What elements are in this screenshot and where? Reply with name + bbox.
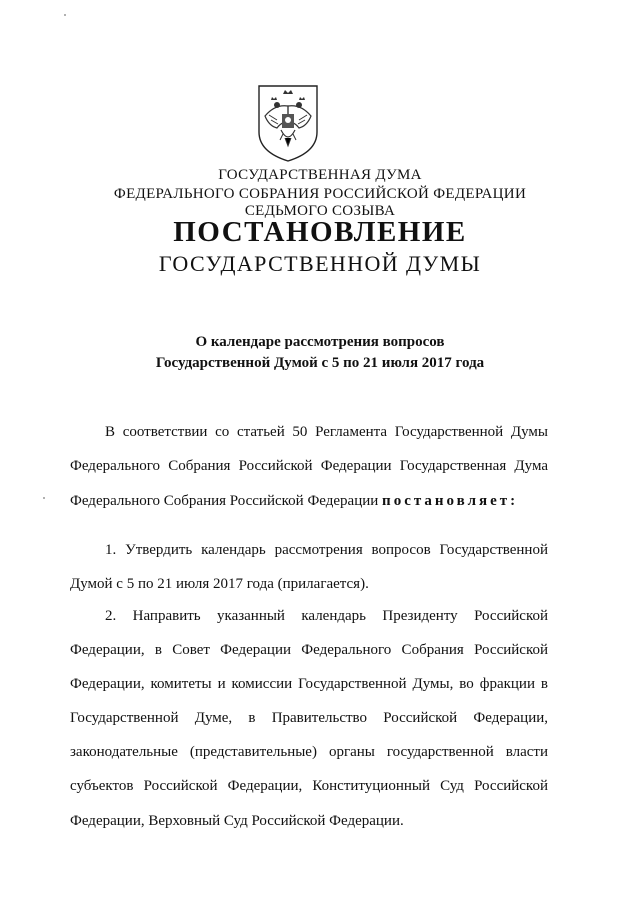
- header-convocation: СЕДЬМОГО СОЗЫВА: [244, 203, 396, 219]
- item-2-line-2: Федерации, в Совет Федерации Федерального Собрания Российской: [70, 642, 548, 658]
- document-title: ПОСТАНОВЛЕНИЕ: [173, 216, 467, 248]
- header-org-line-1: ГОСУДАРСТВЕННАЯ ДУМА: [218, 167, 422, 183]
- item-2-line-5: законодательные (представительные) органы государственной власти: [70, 744, 548, 760]
- coat-of-arms-icon: [255, 82, 321, 164]
- scan-speck: [64, 14, 66, 16]
- scan-speck: [43, 497, 45, 499]
- subject-line-2: Государственной Думой с 5 по 21 июля 2017 года: [155, 355, 485, 371]
- item-1-line-1: 1. Утвердить календарь рассмотрения вопросов Государственной: [105, 542, 548, 558]
- preamble-line-3: [70, 493, 518, 510]
- preamble-line-3-text: Федерального Собрания Российской Федерации: [70, 493, 379, 509]
- item-2-line-6: субъектов Российской Федерации, Конституционный Суд Российской: [70, 778, 548, 794]
- item-2-line-3: Федерации, комитеты и комиссии Государственной Думы, во фракции в: [70, 676, 548, 692]
- header-org-line-2: ФЕДЕРАЛЬНОГО СОБРАНИЯ РОССИЙСКОЙ ФЕДЕРАЦИИ: [113, 186, 527, 202]
- item-1-line-2: Думой с 5 по 21 июля 2017 года (прилагается).: [70, 576, 369, 592]
- document-subtitle: ГОСУДАРСТВЕННОЙ ДУМЫ: [158, 251, 482, 276]
- resolves-keyword: постановляет:: [382, 493, 519, 509]
- preamble-line-2: Федерального Собрания Российской Федерации Государственная Дума: [70, 458, 548, 474]
- item-2-line-7: Федерации, Верховный Суд Российской Федерации.: [70, 813, 404, 829]
- preamble-line-1: В соответствии со статьей 50 Регламента Государственной Думы: [105, 424, 548, 440]
- subject-line-1: О календаре рассмотрения вопросов: [195, 334, 445, 350]
- item-2-line-4: Государственной Думе, в Правительство Российской Федерации,: [70, 710, 548, 726]
- item-2-line-1: 2. Направить указанный календарь Президенту Российской: [105, 608, 548, 624]
